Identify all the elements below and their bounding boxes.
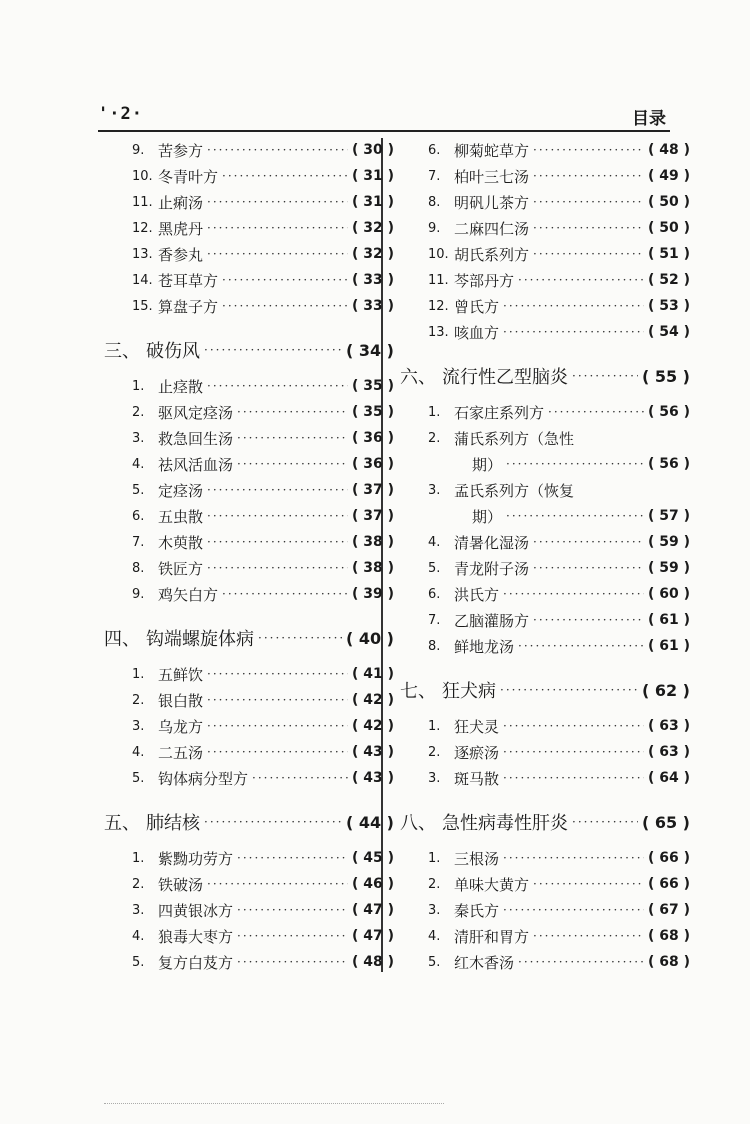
entry-title: 三根汤: [454, 849, 500, 868]
entry-title: 咳血方: [454, 323, 500, 342]
toc-entry[interactable]: [104, 845, 394, 871]
entry-number: 5.: [132, 954, 145, 970]
page-number: ( 33 ): [352, 272, 394, 288]
page-number: ( 32 ): [352, 220, 394, 236]
page-number: ( 37 ): [352, 482, 394, 498]
entry-title: 黑虎丹: [158, 219, 204, 238]
page-number: ( 35 ): [352, 378, 394, 394]
toc-entry[interactable]: [400, 949, 690, 975]
entry-title: 柏叶三七汤: [454, 167, 530, 186]
page-number: ( 63 ): [648, 744, 690, 760]
dot-leader: [533, 195, 644, 209]
page-number: ( 39 ): [352, 586, 394, 602]
toc-entry[interactable]: [400, 241, 690, 267]
toc-section-heading[interactable]: [400, 803, 690, 841]
entry-number: 3.: [132, 430, 145, 446]
dot-leader: [222, 273, 348, 287]
entry-title: 曾氏方: [454, 297, 500, 316]
entry-title: 复方白芨方: [158, 953, 234, 972]
toc-entry[interactable]: [104, 189, 394, 215]
entry-number: 4.: [132, 456, 145, 472]
entry-title: 钩体病分型方: [158, 769, 249, 788]
toc-entry[interactable]: [400, 215, 690, 241]
dot-leader: [237, 851, 348, 865]
dot-leader: [572, 369, 638, 383]
dot-leader: [207, 483, 348, 497]
dot-leader: [533, 613, 644, 627]
toc-entry[interactable]: [400, 739, 690, 765]
entry-number: 7.: [428, 168, 441, 184]
toc-entry[interactable]: [104, 661, 394, 687]
page-number: ( 64 ): [648, 770, 690, 786]
entry-number: 6.: [132, 508, 145, 524]
entry-number: 1.: [132, 850, 145, 866]
entry-title: 止痉散: [158, 377, 204, 396]
toc-section-heading[interactable]: [400, 671, 690, 709]
page-number: ( 62 ): [642, 681, 690, 700]
entry-title: 柳菊蛇草方: [454, 141, 530, 160]
page-number: ( 51 ): [648, 246, 690, 262]
page-number: ( 53 ): [648, 298, 690, 314]
entry-number: 4.: [132, 744, 145, 760]
entry-title: 清暑化湿汤: [454, 533, 530, 552]
dot-leader: [503, 299, 644, 313]
page-number: ( 46 ): [352, 876, 394, 892]
page-number: ( 68 ): [648, 954, 690, 970]
entry-number: 1.: [132, 666, 145, 682]
page-number: ( 43 ): [352, 744, 394, 760]
toc-entry[interactable]: [104, 293, 394, 319]
toc-entry[interactable]: [400, 425, 690, 451]
entry-title: 蒲氏系列方（急性: [454, 429, 575, 448]
dot-leader: [518, 273, 644, 287]
dot-leader: [503, 587, 644, 601]
entry-number: 15.: [132, 298, 153, 314]
entry-title: 胡氏系列方: [454, 245, 530, 264]
header-section-title: 目录: [632, 109, 666, 129]
page-number: ( 56 ): [648, 404, 690, 420]
page-number: ( 43 ): [352, 770, 394, 786]
dot-leader: [533, 877, 644, 891]
section-number: 三、: [104, 341, 140, 362]
toc-entry[interactable]: [104, 399, 394, 425]
entry-title: 四黄银冰方: [158, 901, 234, 920]
toc-entry[interactable]: [400, 555, 690, 581]
page-number: ( 31 ): [352, 168, 394, 184]
entry-number: 12.: [132, 220, 153, 236]
dot-leader: [533, 143, 644, 157]
entry-title: 石家庄系列方: [454, 403, 545, 422]
entry-title: 驱风定痉汤: [158, 403, 234, 422]
toc-entry[interactable]: [104, 241, 394, 267]
entry-number: 1.: [428, 718, 441, 734]
dot-leader: [237, 955, 348, 969]
section-number: 八、: [400, 813, 436, 834]
toc-entry[interactable]: [104, 739, 394, 765]
entry-number: 9.: [132, 142, 145, 158]
entry-title: 五虫散: [158, 507, 204, 526]
entry-number: 8.: [428, 638, 441, 654]
entry-number: 13.: [428, 324, 449, 340]
entry-number: 4.: [428, 534, 441, 550]
page-number: ( 35 ): [352, 404, 394, 420]
entry-title: 银白散: [158, 691, 204, 710]
page-number: ( 41 ): [352, 666, 394, 682]
dot-leader: [237, 405, 348, 419]
toc-entry[interactable]: [400, 607, 690, 633]
entry-title: 清肝和胃方: [454, 927, 530, 946]
section-number: 七、: [400, 681, 436, 702]
entry-title: 木萸散: [158, 533, 204, 552]
entry-title: 芩部丹方: [454, 271, 515, 290]
page-number: ( 38 ): [352, 560, 394, 576]
toc-entry[interactable]: [104, 137, 394, 163]
section-title: 破伤风: [146, 341, 200, 362]
dot-leader: [207, 535, 348, 549]
toc-entry[interactable]: [104, 163, 394, 189]
entry-number: 5.: [428, 560, 441, 576]
entry-number: 5.: [132, 770, 145, 786]
toc-entry[interactable]: [400, 319, 690, 345]
page-number: ( 60 ): [648, 586, 690, 602]
toc-entry[interactable]: [104, 923, 394, 949]
section-number: 四、: [104, 629, 140, 650]
page-number: ( 66 ): [648, 876, 690, 892]
page-number: ( 31 ): [352, 194, 394, 210]
dot-leader: [207, 143, 348, 157]
dot-leader: [533, 169, 644, 183]
dot-leader: [204, 815, 342, 829]
toc-entry[interactable]: [104, 949, 394, 975]
page-number: ( 30 ): [352, 142, 394, 158]
toc-entry[interactable]: [104, 581, 394, 607]
section-title: 肺结核: [146, 813, 200, 834]
toc-entry[interactable]: [400, 845, 690, 871]
dot-leader: [207, 877, 348, 891]
dot-leader: [222, 299, 348, 313]
entry-number: 1.: [428, 850, 441, 866]
page-number: ( 50 ): [648, 194, 690, 210]
entry-number: 13.: [132, 246, 153, 262]
page-number: ( 56 ): [648, 456, 690, 472]
page-number: ( 34 ): [346, 341, 394, 360]
page-number: ( 37 ): [352, 508, 394, 524]
toc-entry[interactable]: [400, 923, 690, 949]
toc-entry[interactable]: [400, 871, 690, 897]
toc-entry[interactable]: [104, 373, 394, 399]
entry-title: 单味大黄方: [454, 875, 530, 894]
entry-number: 9.: [132, 586, 145, 602]
entry-number: 6.: [428, 142, 441, 158]
dot-leader: [237, 431, 348, 445]
entry-title: 二麻四仁汤: [454, 219, 530, 238]
section-number: 五、: [104, 813, 140, 834]
entry-number: 4.: [428, 928, 441, 944]
entry-title: 狂犬灵: [454, 717, 500, 736]
entry-title: 斑马散: [454, 769, 500, 788]
toc-entry[interactable]: [104, 529, 394, 555]
page-number: ( 61 ): [648, 612, 690, 628]
dot-leader: [572, 815, 638, 829]
entry-title: 洪氏方: [454, 585, 500, 604]
toc-entry-continuation[interactable]: [400, 503, 690, 529]
section-title: 钩端螺旋体病: [146, 629, 254, 650]
page-number: ( 42 ): [352, 692, 394, 708]
entry-title: 救急回生汤: [158, 429, 234, 448]
dot-leader: [503, 719, 644, 733]
entry-number: 2.: [428, 430, 441, 446]
toc-entry[interactable]: [104, 897, 394, 923]
section-title: 狂犬病: [442, 681, 496, 702]
header-rule: [98, 130, 670, 132]
dot-leader: [207, 745, 348, 759]
page-number: ( 50 ): [648, 220, 690, 236]
entry-number: 11.: [132, 194, 153, 210]
toc-section-heading[interactable]: [104, 331, 394, 369]
entry-number: 14.: [132, 272, 153, 288]
toc-left-column: [104, 137, 394, 975]
toc-entry[interactable]: [400, 293, 690, 319]
dot-leader: [506, 509, 644, 523]
dot-leader: [500, 683, 638, 697]
dot-leader: [252, 771, 348, 785]
dot-leader: [207, 719, 348, 733]
dot-leader: [503, 745, 644, 759]
entry-number: 9.: [428, 220, 441, 236]
page-number: ( 68 ): [648, 928, 690, 944]
dot-leader: [207, 667, 348, 681]
dot-leader: [237, 929, 348, 943]
dot-leader: [518, 955, 644, 969]
dot-leader: [503, 903, 644, 917]
page-marker: '·2·: [98, 104, 143, 124]
entry-number: 6.: [428, 586, 441, 602]
dot-leader: [207, 195, 348, 209]
page-number: ( 55 ): [642, 367, 690, 386]
toc-entry[interactable]: [104, 477, 394, 503]
entry-number: 2.: [132, 692, 145, 708]
entry-title: 期）: [472, 455, 503, 474]
entry-title: 乙脑灌肠方: [454, 611, 530, 630]
entry-number: 11.: [428, 272, 449, 288]
page-number: ( 33 ): [352, 298, 394, 314]
footer-scan-noise: [104, 1103, 444, 1106]
entry-number: 3.: [132, 902, 145, 918]
toc-entry[interactable]: [104, 687, 394, 713]
toc-entry[interactable]: [104, 451, 394, 477]
page-number: ( 63 ): [648, 718, 690, 734]
entry-number: 3.: [428, 482, 441, 498]
dot-leader: [204, 343, 342, 357]
page-number: ( 38 ): [352, 534, 394, 550]
entry-number: 3.: [428, 902, 441, 918]
page-number: ( 48 ): [352, 954, 394, 970]
page-number: ( 59 ): [648, 560, 690, 576]
page-number: ( 61 ): [648, 638, 690, 654]
entry-title: 鸡矢白方: [158, 585, 219, 604]
toc-section-heading[interactable]: [400, 357, 690, 395]
dot-leader: [503, 325, 644, 339]
dot-leader: [222, 169, 348, 183]
entry-title: 冬青叶方: [158, 167, 219, 186]
entry-number: 10.: [132, 168, 153, 184]
dot-leader: [207, 561, 348, 575]
entry-title: 铁破汤: [158, 875, 204, 894]
entry-title: 狼毒大枣方: [158, 927, 234, 946]
entry-number: 8.: [132, 560, 145, 576]
toc-entry[interactable]: [104, 267, 394, 293]
dot-leader: [548, 405, 644, 419]
entry-title: 苍耳草方: [158, 271, 219, 290]
toc-entry[interactable]: [400, 477, 690, 503]
entry-title: 祛风活血汤: [158, 455, 234, 474]
dot-leader: [207, 379, 348, 393]
dot-leader: [533, 561, 644, 575]
page-number: ( 65 ): [642, 813, 690, 832]
dot-leader: [533, 535, 644, 549]
dot-leader: [503, 771, 644, 785]
dot-leader: [207, 247, 348, 261]
dot-leader: [237, 903, 348, 917]
toc-entry[interactable]: [400, 529, 690, 555]
entry-title: 苦参方: [158, 141, 204, 160]
entry-number: 1.: [428, 404, 441, 420]
entry-number: 7.: [428, 612, 441, 628]
page-number: ( 48 ): [648, 142, 690, 158]
toc-entry[interactable]: [400, 581, 690, 607]
entry-title: 算盘子方: [158, 297, 219, 316]
toc-entry[interactable]: [400, 137, 690, 163]
toc-entry[interactable]: [104, 713, 394, 739]
toc-entry[interactable]: [104, 871, 394, 897]
entry-number: 2.: [132, 876, 145, 892]
entry-title: 明矾儿茶方: [454, 193, 530, 212]
entry-number: 3.: [428, 770, 441, 786]
toc-entry[interactable]: [400, 399, 690, 425]
entry-number: 2.: [428, 876, 441, 892]
entry-title: 逐瘀汤: [454, 743, 500, 762]
dot-leader: [503, 851, 644, 865]
dot-leader: [207, 693, 348, 707]
page-number: ( 57 ): [648, 508, 690, 524]
entry-title: 止痢汤: [158, 193, 204, 212]
dot-leader: [533, 221, 644, 235]
page-number: ( 44 ): [346, 813, 394, 832]
dot-leader: [207, 509, 348, 523]
page-number: ( 32 ): [352, 246, 394, 262]
entry-title: 香参丸: [158, 245, 204, 264]
toc-entry[interactable]: [104, 425, 394, 451]
entry-title: 青龙附子汤: [454, 559, 530, 578]
entry-title: 期）: [472, 507, 503, 526]
page-number: ( 47 ): [352, 928, 394, 944]
toc-section-heading[interactable]: [104, 803, 394, 841]
page-number: ( 59 ): [648, 534, 690, 550]
dot-leader: [533, 929, 644, 943]
page-number: ( 45 ): [352, 850, 394, 866]
toc-entry[interactable]: [400, 189, 690, 215]
page-number: ( 54 ): [648, 324, 690, 340]
section-title: 流行性乙型脑炎: [442, 367, 568, 388]
entry-title: 乌龙方: [158, 717, 204, 736]
entry-number: 12.: [428, 298, 449, 314]
entry-number: 3.: [132, 718, 145, 734]
toc-section-heading[interactable]: [104, 619, 394, 657]
entry-title: 定痉汤: [158, 481, 204, 500]
page-number: ( 36 ): [352, 430, 394, 446]
toc-entry[interactable]: [104, 555, 394, 581]
toc-entry[interactable]: [400, 267, 690, 293]
dot-leader: [506, 457, 644, 471]
toc-entry-continuation[interactable]: [400, 451, 690, 477]
entry-title: 孟氏系列方（恢复: [454, 481, 575, 500]
page-number: ( 52 ): [648, 272, 690, 288]
entry-number: 5.: [132, 482, 145, 498]
entry-title: 鲜地龙汤: [454, 637, 515, 656]
entry-title: 秦氏方: [454, 901, 500, 920]
entry-number: 2.: [132, 404, 145, 420]
page-number: ( 42 ): [352, 718, 394, 734]
toc-entry[interactable]: [400, 713, 690, 739]
page-number: ( 49 ): [648, 168, 690, 184]
section-number: 六、: [400, 367, 436, 388]
page-number: ( 40 ): [346, 629, 394, 648]
toc-entry[interactable]: [104, 765, 394, 791]
dot-leader: [533, 247, 644, 261]
dot-leader: [518, 639, 644, 653]
entry-number: 8.: [428, 194, 441, 210]
entry-number: 2.: [428, 744, 441, 760]
entry-title: 二五汤: [158, 743, 204, 762]
entry-number: 10.: [428, 246, 449, 262]
entry-number: 5.: [428, 954, 441, 970]
dot-leader: [237, 457, 348, 471]
dot-leader: [207, 221, 348, 235]
entry-number: 1.: [132, 378, 145, 394]
toc-right-column: [400, 137, 690, 975]
toc-entry[interactable]: [104, 215, 394, 241]
toc-entry[interactable]: [400, 633, 690, 659]
page-number: ( 47 ): [352, 902, 394, 918]
entry-number: 4.: [132, 928, 145, 944]
page-number: ( 36 ): [352, 456, 394, 472]
toc-entry[interactable]: [400, 163, 690, 189]
page-number: ( 67 ): [648, 902, 690, 918]
entry-title: 五鲜饮: [158, 665, 204, 684]
entry-title: 红木香汤: [454, 953, 515, 972]
toc-entry[interactable]: [104, 503, 394, 529]
entry-number: 7.: [132, 534, 145, 550]
dot-leader: [258, 631, 342, 645]
entry-title: 紫黝功劳方: [158, 849, 234, 868]
entry-title: 铁匠方: [158, 559, 204, 578]
dot-leader: [222, 587, 348, 601]
page-number: ( 66 ): [648, 850, 690, 866]
section-title: 急性病毒性肝炎: [442, 813, 568, 834]
toc-entry[interactable]: [400, 897, 690, 923]
toc-entry[interactable]: [400, 765, 690, 791]
